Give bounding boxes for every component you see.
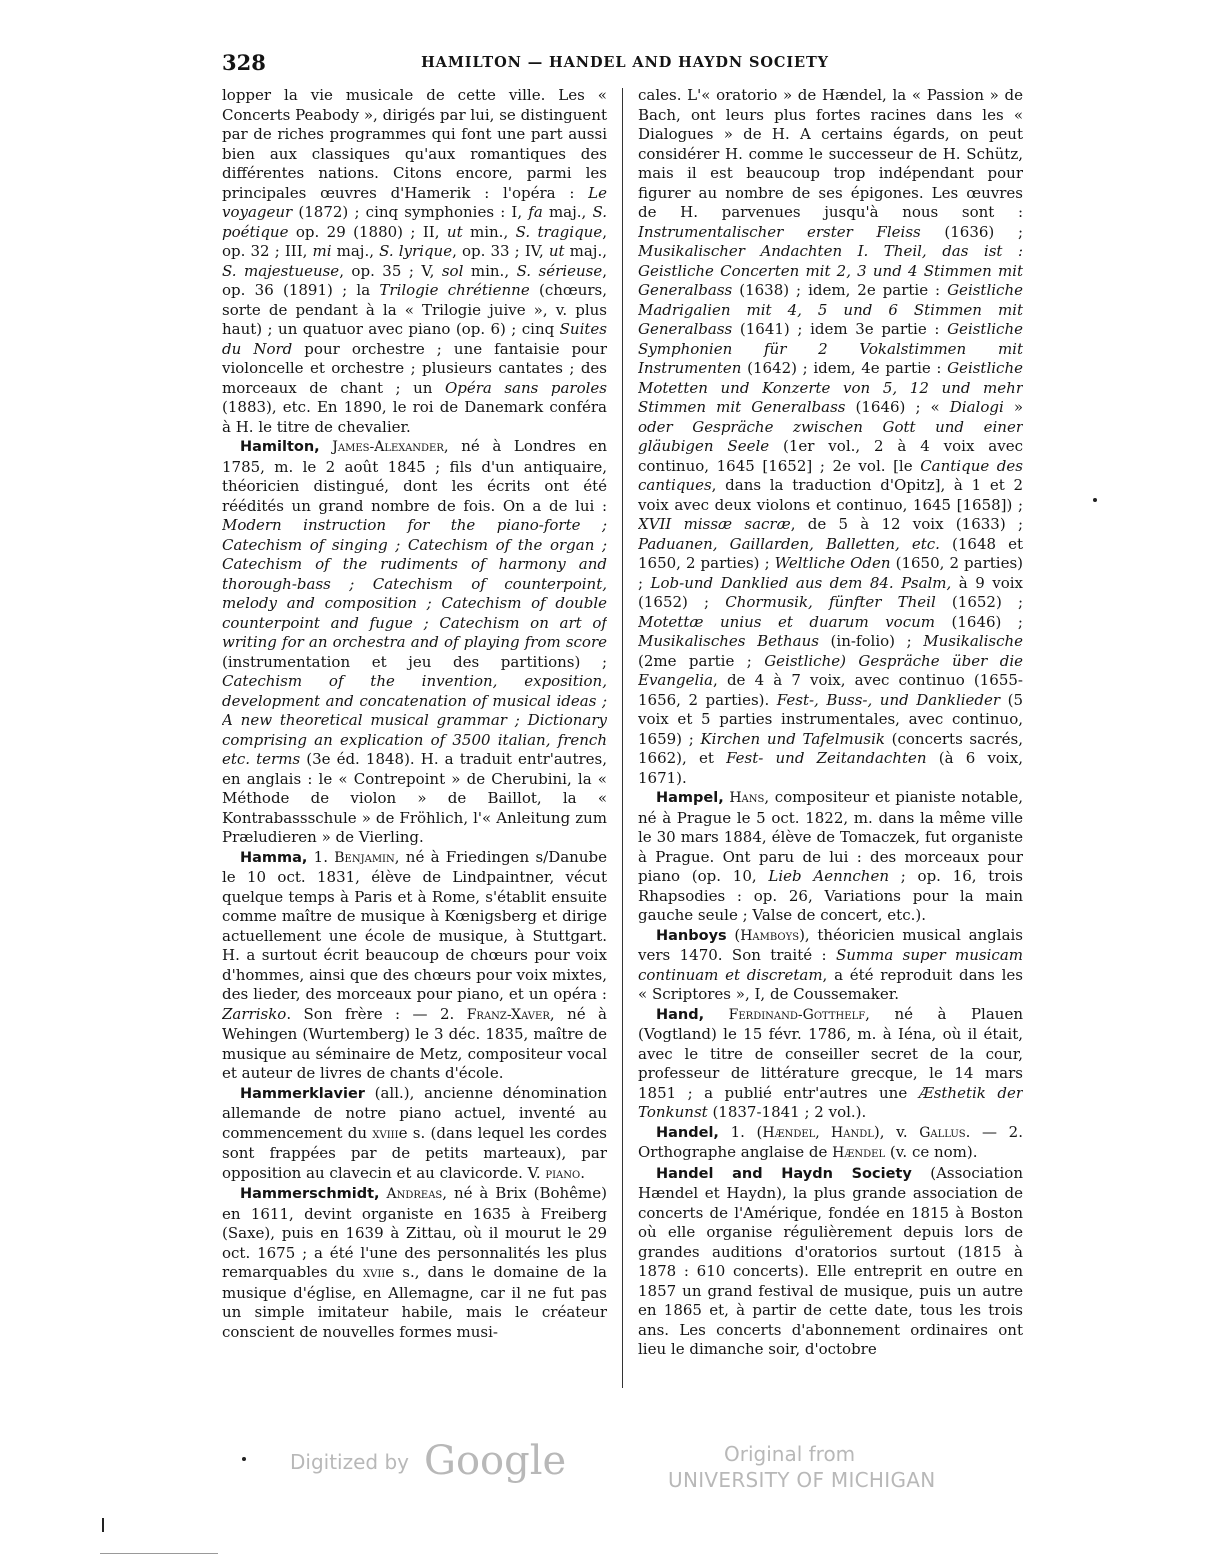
- headword: Hammerklavier: [240, 1085, 365, 1102]
- entry-hamma: Hamma, 1. Benjamin, né à Friedingen s/Danube le 10 oct. 1831, élève de Lindpaintner, vécut quelque temps à Paris et à Rome, s'établit ensuite comme maître de musique à Kœnigsberg et dirige actuellement une école de musique, à Stuttgart. H. a surtout écrit beaucoup de chœurs pour voix d'hommes, ainsi que des chœurs pour voix mixtes, des lieder, des morceaux pour piano, et un opéra : Zarrisko. Son frère : — 2. Franz-Xaver, né à Wehingen (Wurtemberg) le 3 déc. 1835, maître de musique au séminaire de Metz, compositeur vocal et auteur de livres de chants d'école.: [222, 847, 607, 1082]
- running-title: HAMILTON — HANDEL AND HAYDN SOCIETY: [421, 54, 829, 71]
- digitization-footer: [0, 1438, 1207, 1508]
- scan-rule: [100, 1553, 218, 1554]
- scan-speck: [102, 1518, 104, 1532]
- headword: Hamma,: [240, 849, 308, 866]
- headword: Handel,: [656, 1124, 719, 1141]
- scan-speck: [1093, 498, 1097, 502]
- google-wordmark: Google: [424, 1438, 567, 1484]
- right-column: [638, 86, 1023, 1398]
- headword: Hamilton,: [240, 439, 320, 455]
- headword: Hampel,: [656, 790, 724, 806]
- entry-handel-and-haydn-society: Handel and Haydn Society (Association Hændel et Haydn), la plus grande association de concerts de l'Amérique, fondée en 1815 à Boston où elle organise régulièrement depuis lors de grandes auditions d'oratorios surtout (1815 à 1878 : 610 concerts). Elle entreprit en outre en 1857 un grand festival de musique, puis un autre en 1865 et, à partir de cette date, tous les trois ans. Les concerts d'abonnement ordinaires ont lieu le dimanche soir, d'octobre: [638, 1163, 1023, 1358]
- entry-hammerschmidt: Hammerschmidt, Andreas, né à Brix (Bohême) en 1611, devint organiste en 1635 à Freiberg (Saxe), puis en 1639 à Zittau, où il mourut le 29 oct. 1675 ; a été l'une des personnalités les plus remarquables du xviie s., dans le domaine de la musique d'église, en Allemagne, car il ne fut pas un simple imitateur habile, mais le créateur conscient de nouvelles formes musi-: [222, 1184, 607, 1341]
- entry-hamerik-continuation: lopper la vie musicale de cette ville. Les « Concerts Peabody », dirigés par lui, se distinguent par de riches programmes qui font une part aussi bien aux classiques qu'aux romantiques des différentes nations. Citons encore, parmi les principales œuvres d'Hamerik : l'opéra : Le voyageur (1872) ; cinq symphonies : I, fa maj., S. poétique op. 29 (1880) ; II, ut min., S. tragique, op. 32 ; III, mi maj., S. lyrique, op. 33 ; IV, ut maj., S. majestueuse, op. 35 ; V, sol min., S. sérieuse, op. 36 (1891) ; la Trilogie chrétienne (chœurs, sorte de pendant à la « Trilogie juive », v. plus haut) ; un quatuor avec piano (op. 6) ; cinq Suites du Nord pour orchestre ; une fantaisie pour violoncelle et orchestre ; plusieurs cantates ; des morceaux de chant ; un Opéra sans paroles (1883), etc. En 1890, le roi de Danemark conféra à H. le titre de chevalier.: [222, 86, 607, 436]
- entry-hanboys: Hanboys (Hamboys), théoricien musical anglais vers 1470. Son traité : Summa super musicam continuam et discretam, a été reproduit dans les « Scriptores », I, de Coussemaker.: [638, 925, 1023, 1003]
- headword: Handel and Haydn Society: [656, 1165, 912, 1182]
- headword: Hammerschmidt,: [240, 1186, 380, 1202]
- scan-speck: [242, 1457, 246, 1461]
- page-number: 328: [222, 50, 266, 75]
- left-column: [222, 86, 607, 1398]
- digitized-by-label: Digitized by: [290, 1450, 409, 1474]
- headword: Hand,: [656, 1006, 705, 1023]
- entry-hammerschmidt-continuation: cales. L'« oratorio » de Hændel, la « Passion » de Bach, ont leurs plus fortes racines dans les « Dialogues » de H. A certains égards, on peut considérer H. comme le successeur de H. Schütz, mais il est beaucoup trop indépendant pour figurer au nombre de ses épigones. Les œuvres de H. parvenues jusqu'à nous sont : Instrumentalischer erster Fleiss (1636) ; Musikalischer Andachten I. Theil, das ist : Geistliche Concerten mit 2, 3 und 4 Stimmen mit Generalbass (1638) ; idem, 2e partie : Geistliche Madrigalien mit 4, 5 und 6 Stimmen mit Generalbass (1641) ; idem 3e partie : Geistliche Symphonien für 2 Vokalstimmen mit Instrumenten (1642) ; idem, 4e partie : Geistliche Motetten und Konzerte von 5, 12 und mehr Stimmen mit Generalbass (1646) ; « Dialogi » oder Gespräche zwischen Gott und einer gläubigen Seele (1er vol., 2 à 4 voix avec continuo, 1645 [1652] ; 2e vol. [le Cantique des cantiques, dans la traduction d'Opitz], à 1 et 2 voix avec deux violons et continuo, 1645 [1658]) ; XVII missæ sacræ, de 5 à 12 voix (1633) ; Paduanen, Gaillarden, Balletten, etc. (1648 et 1650, 2 parties) ; Weltliche Oden (1650, 2 parties) ; Lob-und Danklied aus dem 84. Psalm, à 9 voix (1652) ; Chormusik, fünfter Theil (1652) ; Motettæ unius et duarum vocum (1646) ; Musikalisches Bethaus (in-folio) ; Musikalische (2me partie ; Geistliche) Gespräche über die Evangelia, de 4 à 7 voix, avec continuo (1655-1656, 2 parties). Fest-, Buss-, und Danklieder (5 voix et 5 parties instrumentales, avec continuo, 1659) ; Kirchen und Tafelmusik (concerts sacrés, 1662), et Fest- und Zeitandachten (à 6 voix, 1671).: [638, 86, 1023, 787]
- original-from-label: Original from: [724, 1442, 856, 1466]
- university-label: UNIVERSITY OF MICHIGAN: [668, 1468, 936, 1492]
- entry-hamilton: Hamilton, James-Alexander, né à Londres en 1785, m. le 2 août 1845 ; fils d'un antiquaire, théoricien distingué, dont les écrits ont été réédités un grand nombre de fois. On a de lui : Modern instruction for the piano-forte ; Catechism of singing ; Catechism of the organ ; Catechism of the rudiments of harmony and thorough-bass ; Catechism of counterpoint, melody and composition ; Catechism of double counterpoint and fugue ; Catechism on art of writing for an orchestra and of playing from score (instrumentation et jeu des partitions) ; Catechism of the invention, exposition, development and concatenation of musical ideas ; A new theoretical musical grammar ; Dictionary comprising an explication of 3500 italian, french etc. terms (3e éd. 1848). H. a traduit entr'autres, en anglais : le « Contrepoint » de Cherubini, la « Méthode de violon » de Baillot, la « Kontrabassschule » de Fröhlich, l'« Anleitung zum Præludieren » de Vierling.: [222, 437, 607, 846]
- entry-hampel: Hampel, Hans, compositeur et pianiste notable, né à Prague le 5 oct. 1822, m. dans la même ville le 30 mars 1884, élève de Tomaczek, fut organiste à Prague. Ont paru de lui : des morceaux pour piano (op. 10, Lieb Aennchen ; op. 16, trois Rhapsodies : op. 26, Variations pour la main gauche seule ; Valse de concert, etc.).: [638, 788, 1023, 924]
- headword: Hanboys: [656, 927, 727, 944]
- column-divider: [622, 88, 623, 1388]
- entry-hammerklavier: Hammerklavier (all.), ancienne dénomination allemande de notre piano actuel, inventé au commencement du xviiie s. (dans lequel les cordes sont frappées par de petits marteaux), par opposition au clavecin et au clavicorde. V. piano.: [222, 1083, 607, 1182]
- entry-hand: Hand, Ferdinand-Gotthelf, né à Plauen (Vogtland) le 15 févr. 1786, m. à Iéna, où il était, avec le titre de conseiller secret de la cour, professeur de littérature grecque, le 14 mars 1851 ; a publié entr'autres une Æsthetik der Tonkunst (1837-1841 ; 2 vol.).: [638, 1004, 1023, 1121]
- entry-handel: Handel, 1. (Hændel, Handl), v. Gallus. — 2. Orthographe anglaise de Hændel (v. ce nom).: [638, 1122, 1023, 1161]
